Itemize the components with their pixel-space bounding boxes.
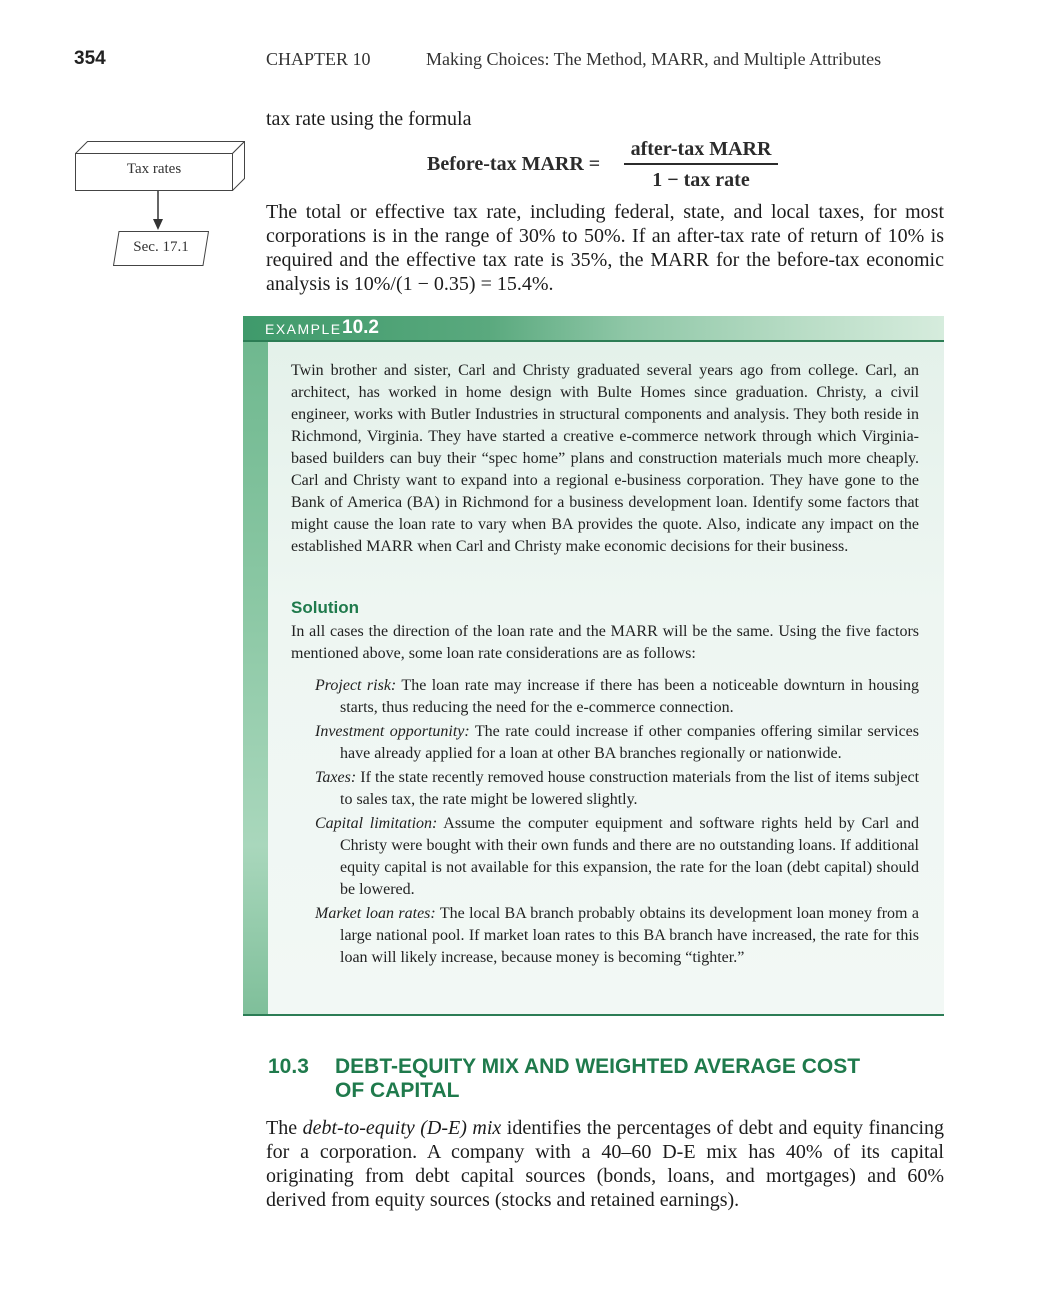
down-arrow-icon — [150, 191, 166, 231]
chapter-label: CHAPTER 10 — [266, 49, 371, 69]
chapter-title: Making Choices: The Method, MARR, and Multiple Attributes — [426, 49, 882, 69]
formula-fraction — [624, 137, 778, 191]
factor-text: If the state recently removed house construction materials from the list of items subject to sales tax, the rate might be lowered slightly. — [340, 769, 920, 808]
formula-lhs: Before-tax MARR = — [427, 153, 601, 175]
defined-term: debt-to-equity (D-E) mix — [302, 1117, 502, 1139]
solution-intro: In all cases the direction of the loan rate and the MARR will be the same. Using the five factors mentioned above, some loan rate considerations are as follows: — [291, 623, 919, 662]
list-item — [315, 767, 919, 811]
factor-term: Investment opportunity: — [315, 723, 470, 740]
factor-term: Market loan rates: — [315, 905, 436, 922]
fraction-bar — [624, 163, 778, 165]
example-header — [243, 316, 944, 342]
section-reference-box — [113, 231, 209, 266]
list-item — [315, 721, 919, 765]
running-head — [266, 49, 881, 70]
section-number: 10.3 — [268, 1055, 309, 1078]
example-side-strip — [243, 342, 268, 1014]
tax-rates-box — [75, 141, 245, 191]
list-item — [315, 903, 919, 969]
section-title: DEBT-EQUITY MIX AND WEIGHTED AVERAGE COST OF CAPITAL — [335, 1055, 861, 1102]
list-item — [315, 813, 919, 901]
factor-text: Assume the computer equipment and software rights held by Carl and Christy were bought with their own funds and there are no outstanding loans. If additional equity capital is not available for this expansion, the rate for the loan (debt capital) should be lowered. — [340, 815, 920, 898]
solution-heading: Solution — [291, 598, 359, 617]
tax-rate-paragraph: The total or effective tax rate, including federal, state, and local taxes, for most corporations is in the range of 30% to 50%. If an after-tax rate of return of 10% is required and the effective tax rate is 35%, the MARR for the before-tax economic analysis is 10%/(1 − 0.35) = 15.4%. — [266, 201, 944, 295]
factor-list — [315, 675, 919, 971]
example-statement: Twin brother and sister, Carl and Christy graduated several years ago from college. Carl, an architect, has worked in home design with Bulte Homes since graduation. Christy, a civil engineer, works with Butler Industries in structural components and analysis. They both reside in Richmond, Virginia. They have started a creative e-commerce network through which Virginia-based builders can buy their “spec home” plans and construction materials much more cheaply. Carl and Christy want to expand into a regional e-business corporation. They have gone to the Bank of America (BA) in Richmond for a business development loan. Identify some factors that might cause the loan rate to vary when BA provides the quote. Also, indicate any impact on the established MARR when Carl and Christy make economic decisions for their business. — [291, 362, 919, 555]
paragraph-start: The — [266, 1117, 303, 1139]
factor-text: The loan rate may increase if there has been a noticeable downturn in housing starts, thus reducing the need for the e-commerce connection. — [340, 677, 920, 716]
debt-equity-paragraph — [266, 1116, 944, 1212]
list-item — [315, 675, 919, 719]
factor-term: Project risk: — [315, 677, 397, 694]
example-keyword: EXAMPLE — [265, 321, 342, 337]
tax-rates-label: Tax rates — [126, 161, 182, 177]
factor-text: The local BA branch probably obtains its development loan money from a large national pool. If market loan rates to this BA branch have increased, the rate for this loan will likely increase, because money is becoming “tighter.” — [340, 905, 919, 966]
paragraph-rest: identifies the percentages of debt and equity financing for a corporation. A company with a 40–60 D-E mix has 40% of its capital originating from debt capital sources (bonds, loans, and mortgages) and 60% derived from equity sources (stocks and retained earnings). — [266, 1117, 945, 1211]
formula-numerator: after-tax MARR — [630, 138, 772, 160]
example-number: 10.2 — [342, 317, 379, 338]
intro-text: tax rate using the formula — [266, 108, 472, 130]
factor-term: Taxes: — [315, 769, 357, 786]
factor-text: The rate could increase if other companies offering similar services have already applied for a loan at other BA branches regionally or nationwide. — [340, 723, 919, 762]
page-number: 354 — [74, 48, 106, 69]
factor-term: Capital limitation: — [315, 815, 438, 832]
formula-denominator: 1 − tax rate — [652, 169, 750, 191]
section-reference-label: Sec. 17.1 — [133, 239, 189, 255]
